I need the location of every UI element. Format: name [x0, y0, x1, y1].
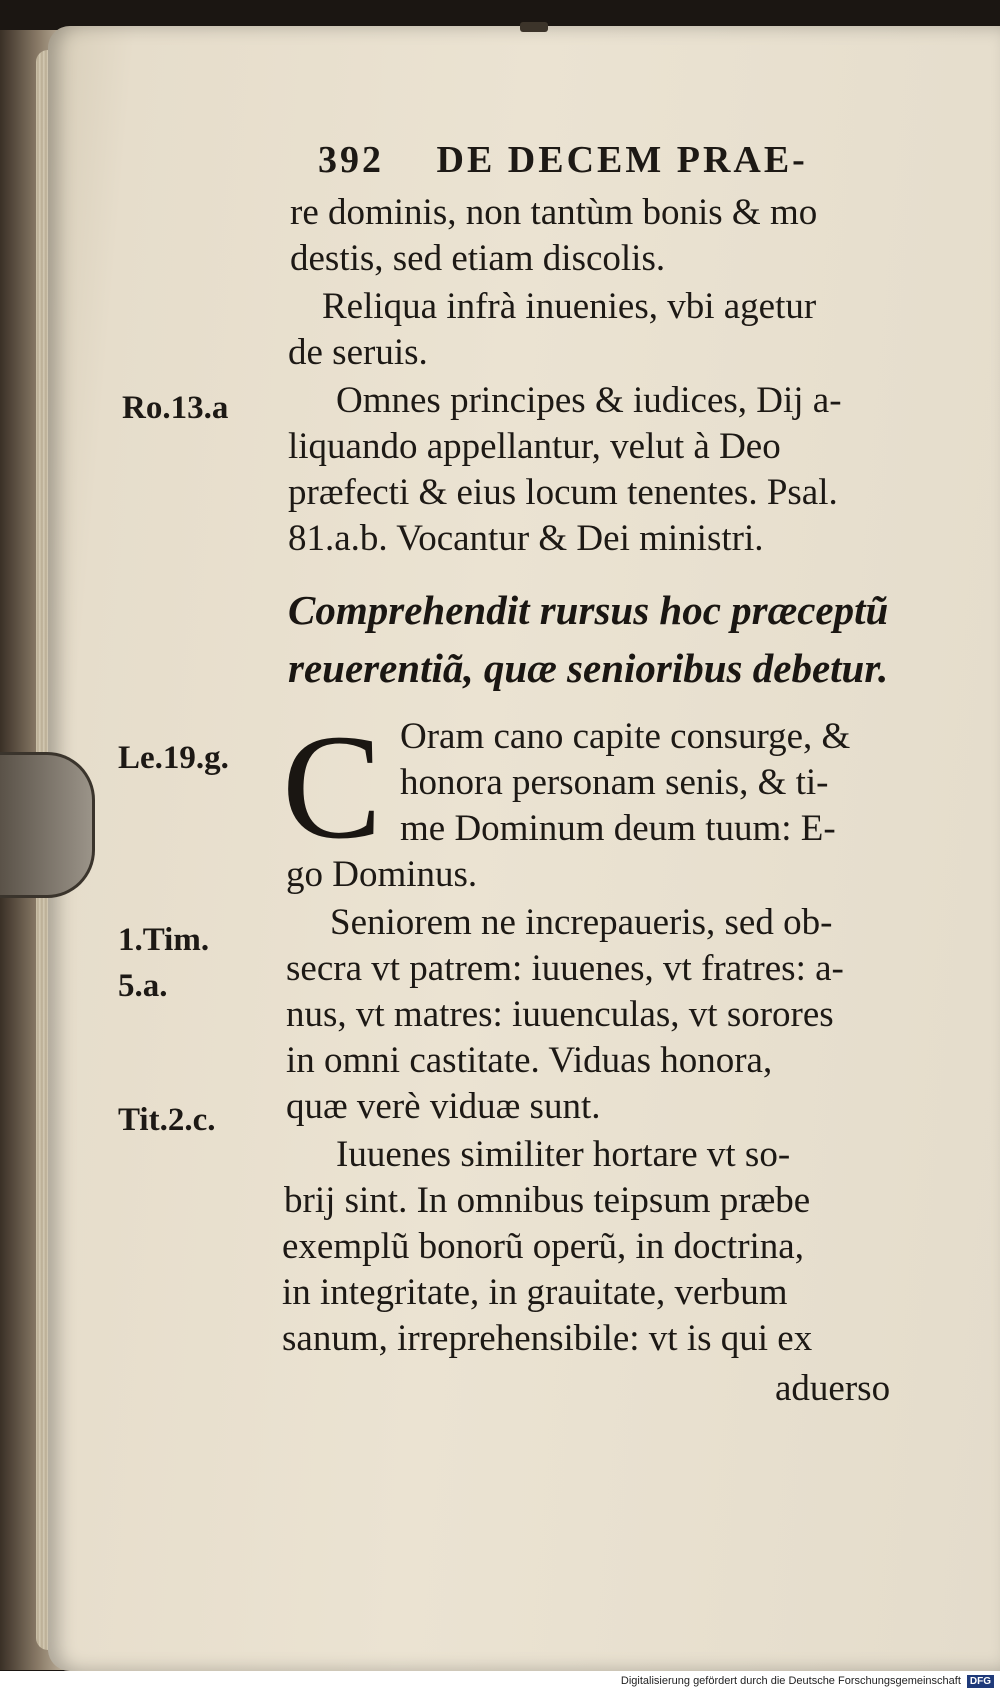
running-title: DE DECEM PRAE- — [436, 139, 808, 181]
text-line: Omnes principes & iudices, Dij a- — [336, 380, 842, 421]
margin-note-leviticus: Le.19.g. — [118, 740, 229, 776]
top-mark — [520, 22, 548, 32]
drop-cap: C — [282, 704, 383, 870]
section-heading-line: reuerentiã, quæ senioribus debetur. — [288, 645, 889, 691]
text-line: brij sint. In omnibus teipsum præbe — [284, 1180, 811, 1221]
catchword: aduerso — [775, 1368, 891, 1409]
running-header — [318, 138, 808, 182]
digitization-footer — [0, 1671, 1000, 1691]
text-line: re dominis, non tantùm bonis & mo — [290, 192, 818, 233]
text-line: Iuuenes similiter hortare vt so- — [336, 1134, 791, 1175]
margin-note-romans: Ro.13.a — [122, 390, 229, 426]
margin-note-titus: Tit.2.c. — [118, 1102, 216, 1138]
text-line: secra vt patrem: iuuenes, vt fratres: a- — [286, 948, 844, 989]
text-line: sanum, irreprehensibile: vt is qui ex — [282, 1318, 813, 1359]
text-line: nus, vt matres: iuuenculas, vt sorores — [286, 994, 834, 1035]
text-line: 81.a.b. Vocantur & Dei ministri. — [288, 518, 764, 559]
margin-note-timothy: 1.Tim. — [118, 922, 210, 958]
text-line: Seniorem ne increpaueris, sed ob- — [330, 902, 833, 943]
book-clasp — [0, 752, 95, 898]
text-line: destis, sed etiam discolis. — [290, 238, 666, 279]
text-line: de seruis. — [288, 332, 428, 373]
text-line: honora personam senis, & ti- — [400, 762, 829, 803]
margin-note-timothy-ref: 5.a. — [118, 968, 168, 1004]
text-line: me Dominum deum tuum: E- — [400, 808, 836, 849]
footer-credit: Digitalisierung gefördert durch die Deutsche Forschungsgemeinschaft — [620, 1675, 961, 1687]
text-line: liquando appellantur, velut à Deo — [288, 426, 781, 467]
page-number: 392 — [318, 139, 384, 181]
text-line: go Dominus. — [286, 854, 478, 895]
dfg-logo: DFG — [967, 1675, 994, 1688]
text-line: Reliqua infrà inuenies, vbi agetur — [322, 286, 817, 327]
text-line: quæ verè viduæ sunt. — [286, 1086, 601, 1127]
text-line: exemplũ bonorũ operũ, in doctrina, — [282, 1226, 804, 1267]
text-line: præfecti & eius locum tenentes. Psal. — [288, 472, 838, 513]
text-line: Oram cano capite consurge, & — [400, 716, 851, 757]
text-line: in omni castitate. Viduas honora, — [286, 1040, 773, 1081]
section-heading-line: Comprehendit rursus hoc præceptũ — [288, 587, 889, 633]
text-line: in integritate, in grauitate, verbum — [282, 1272, 788, 1313]
